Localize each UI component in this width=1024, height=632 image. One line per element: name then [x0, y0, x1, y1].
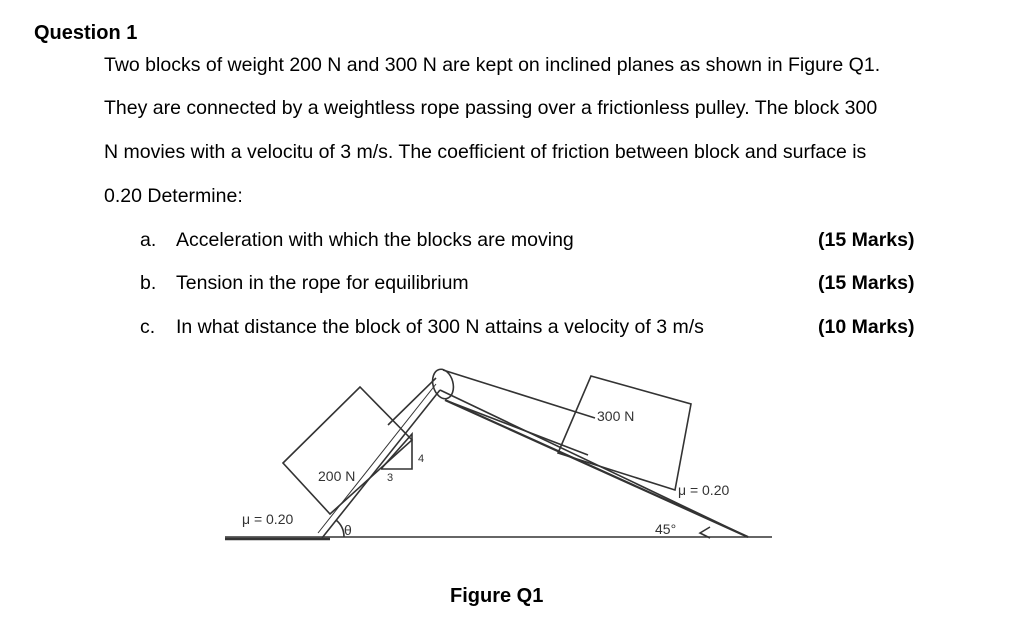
item-b-marks: (15 Marks) — [818, 272, 915, 294]
item-c-marks: (10 Marks) — [818, 316, 915, 338]
question-title: Question 1 — [34, 22, 138, 44]
theta-label: θ — [344, 522, 352, 538]
item-b-label: b. — [140, 272, 157, 294]
item-b-text: Tension in the rope for equilibrium — [176, 272, 469, 294]
block-300n-label: 300 N — [597, 408, 635, 424]
slope-3b-label: 3 — [387, 472, 394, 484]
paragraph-line-1: Two blocks of weight 200 N and 300 N are kept on inclined planes as shown in Figure Q1. — [104, 54, 881, 76]
angle-45-label: 45° — [655, 521, 677, 537]
item-a-text: Acceleration with which the blocks are moving — [176, 229, 574, 251]
item-c-text: In what distance the block of 300 N attains a velocity of 3 m/s — [176, 316, 704, 338]
block-200n-label: 200 N — [318, 468, 356, 484]
item-a-label: a. — [140, 229, 157, 251]
item-a-marks: (15 Marks) — [818, 229, 915, 251]
figure-caption: Figure Q1 — [450, 585, 544, 607]
slope-triangle — [381, 434, 412, 469]
paragraph-line-4: 0.20 Determine: — [104, 185, 243, 207]
block-300n — [558, 376, 691, 490]
mu-right-label: μ = 0.20 — [678, 482, 730, 498]
rope-right — [443, 370, 595, 418]
mu-left-label: μ = 0.20 — [242, 511, 294, 527]
paragraph-line-3: N movies with a velocitu of 3 m/s. The coefficient of friction between block and surface is — [104, 141, 867, 163]
rope-left — [388, 378, 436, 425]
theta-arc — [336, 520, 344, 537]
paragraph-line-2: They are connected by a weightless rope passing over a frictionless pulley. The block 300 — [104, 97, 878, 119]
item-c-label: c. — [140, 316, 156, 338]
slope-4-label: 4 — [418, 453, 425, 465]
